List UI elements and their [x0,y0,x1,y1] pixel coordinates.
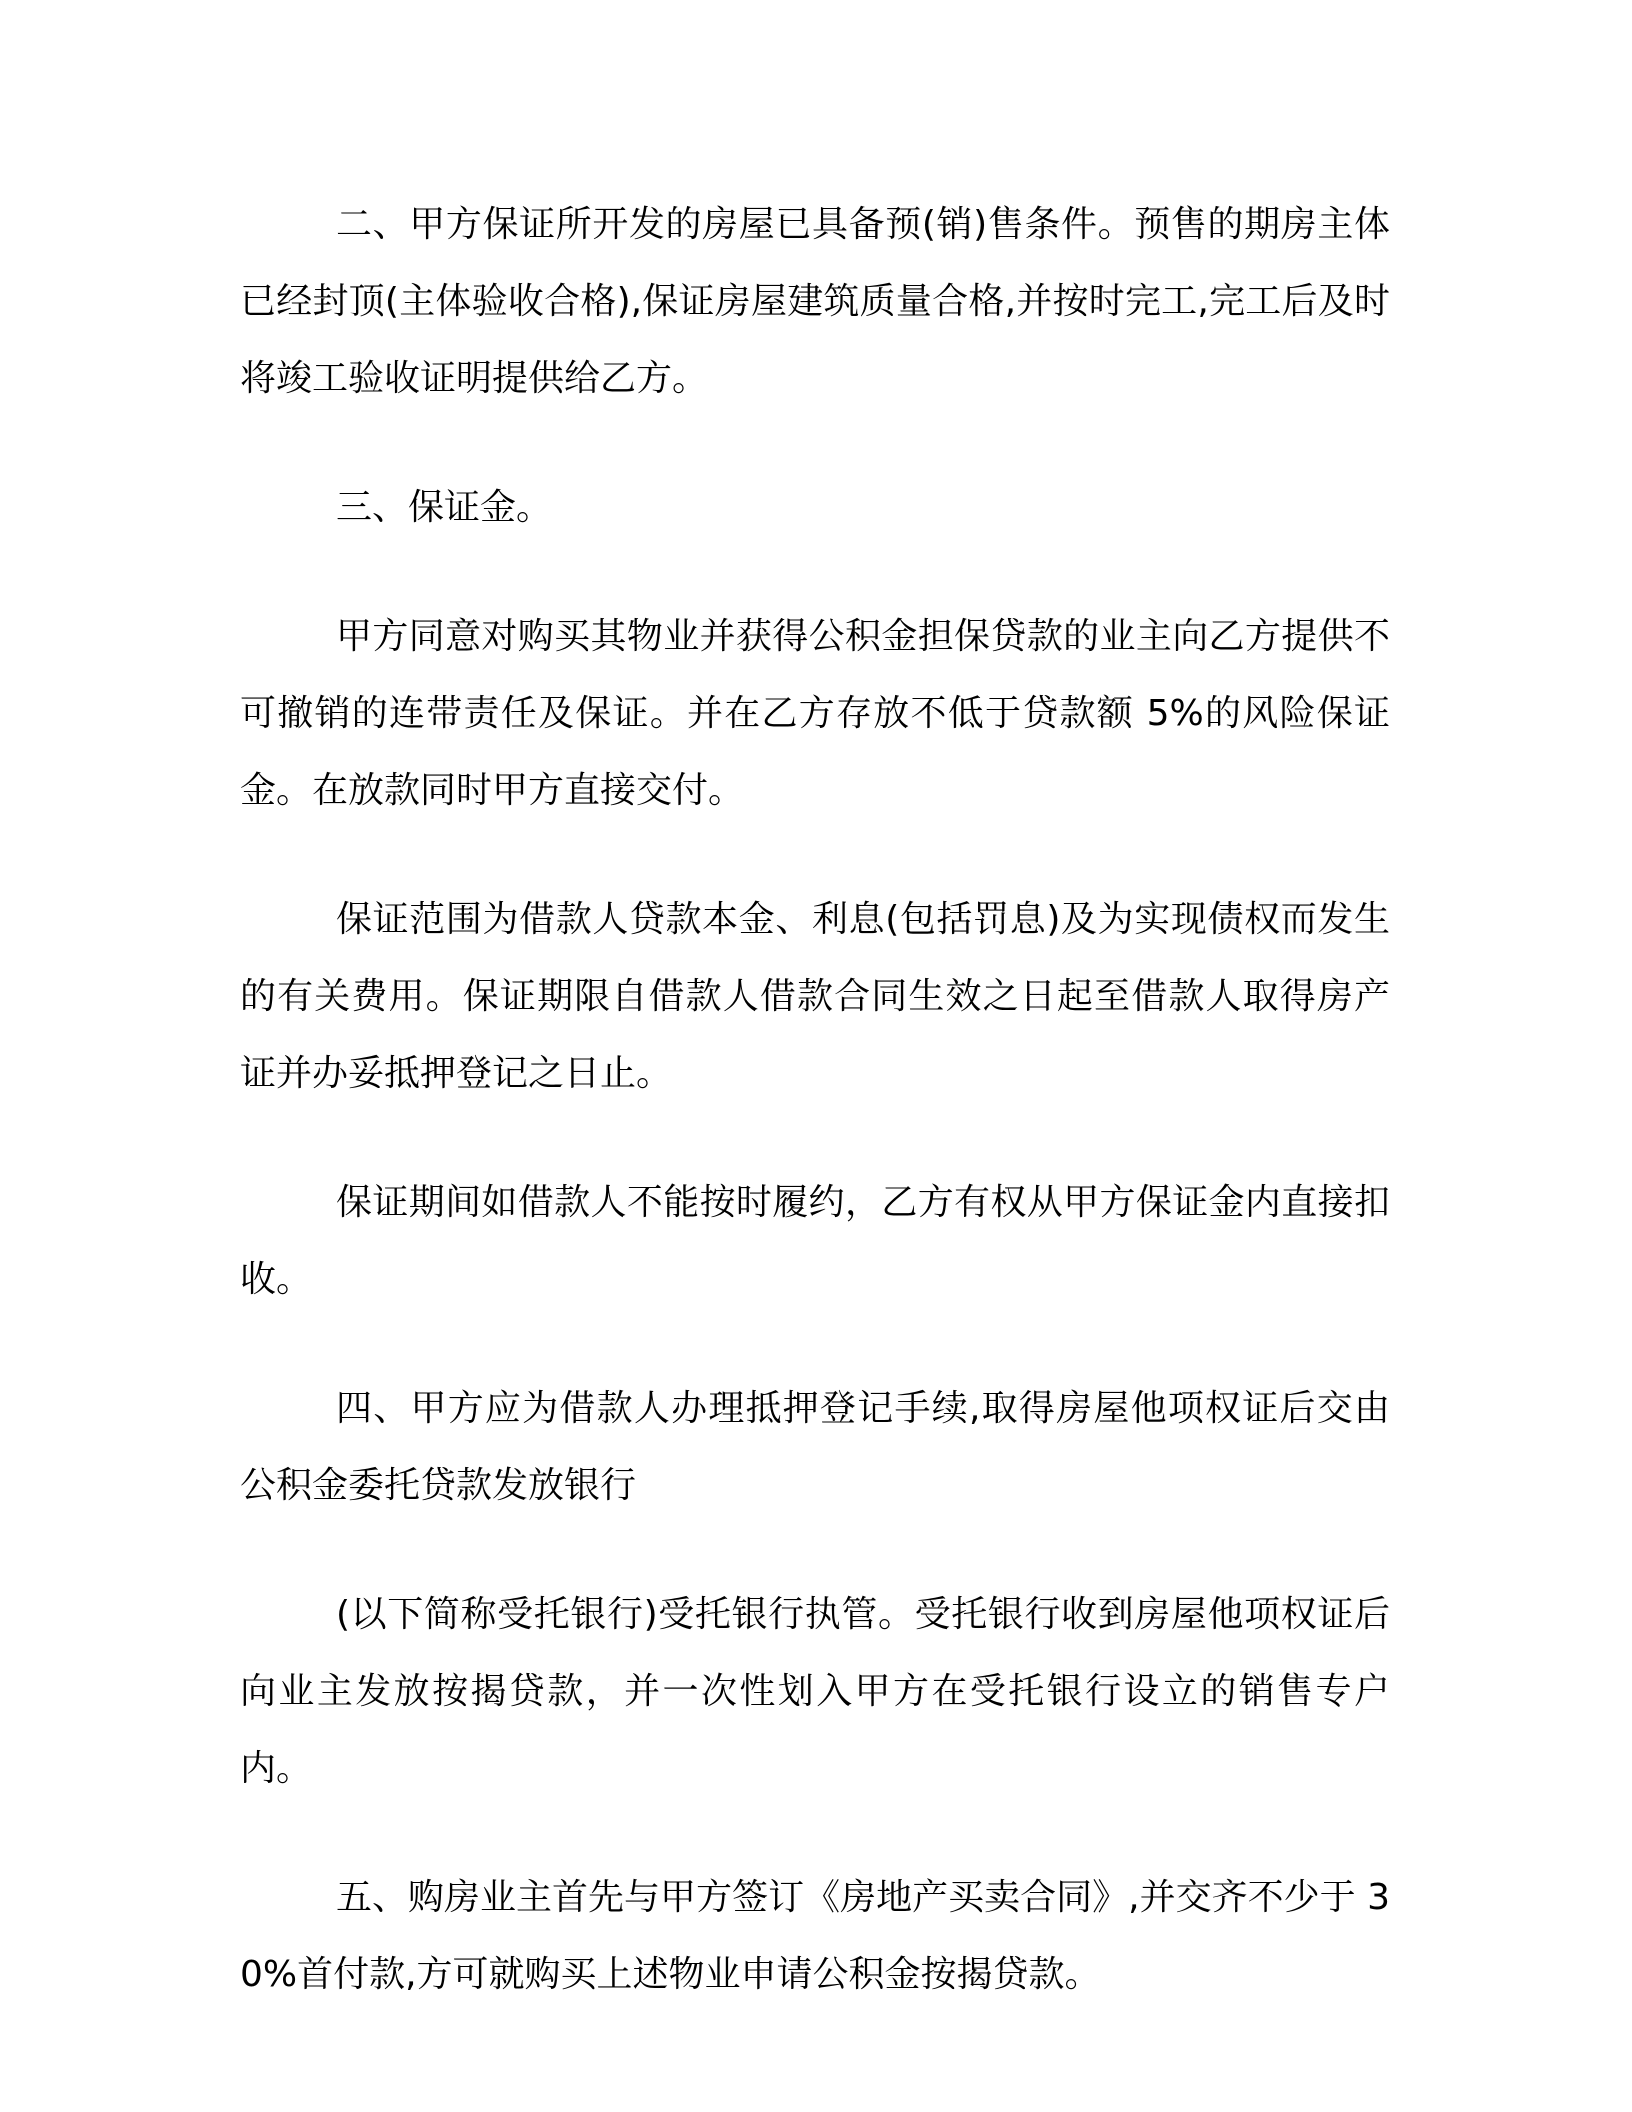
paragraph-guarantee-deposit: 甲方同意对购买其物业并获得公积金担保贷款的业主向乙方提供不可撤销的连带责任及保证。并在乙方存放不低于贷款额 5%的风险保证金。在放款同时甲方直接交付。 [240,616,1390,811]
paragraph-clause-5: 五、购房业主首先与甲方签订《房地产买卖合同》,并交齐不少于 30%首付款,方可就购买上述物业申请公积金按揭贷款。 [240,1877,1390,1995]
paragraph-guarantee-deduction: 保证期间如借款人不能按时履约，乙方有权从甲方保证金内直接扣收。 [240,1182,1390,1300]
paragraph-clause-2: 二、甲方保证所开发的房屋已具备预(销)售条件。预售的期房主体已经封顶(主体验收合格),保证房屋建筑质量合格,并按时完工,完工后及时将竣工验收证明提供给乙方。 [240,204,1390,399]
paragraph-guarantee-scope: 保证范围为借款人贷款本金、利息(包括罚息)及为实现债权而发生的有关费用。保证期限自借款人借款合同生效之日起至借款人取得房产证并办妥抵押登记之日止。 [240,899,1390,1094]
document-body [240,186,1390,2013]
paragraph-clause-3-heading: 三、保证金。 [336,487,553,528]
paragraph-clause-4-continued: (以下简称受托银行)受托银行执管。受托银行收到房屋他项权证后向业主发放按揭贷款，并一次性划入甲方在受托银行设立的销售专户内。 [240,1594,1390,1789]
paragraph-clause-4: 四、甲方应为借款人办理抵押登记手续,取得房屋他项权证后交由公积金委托贷款发放银行 [240,1388,1390,1506]
